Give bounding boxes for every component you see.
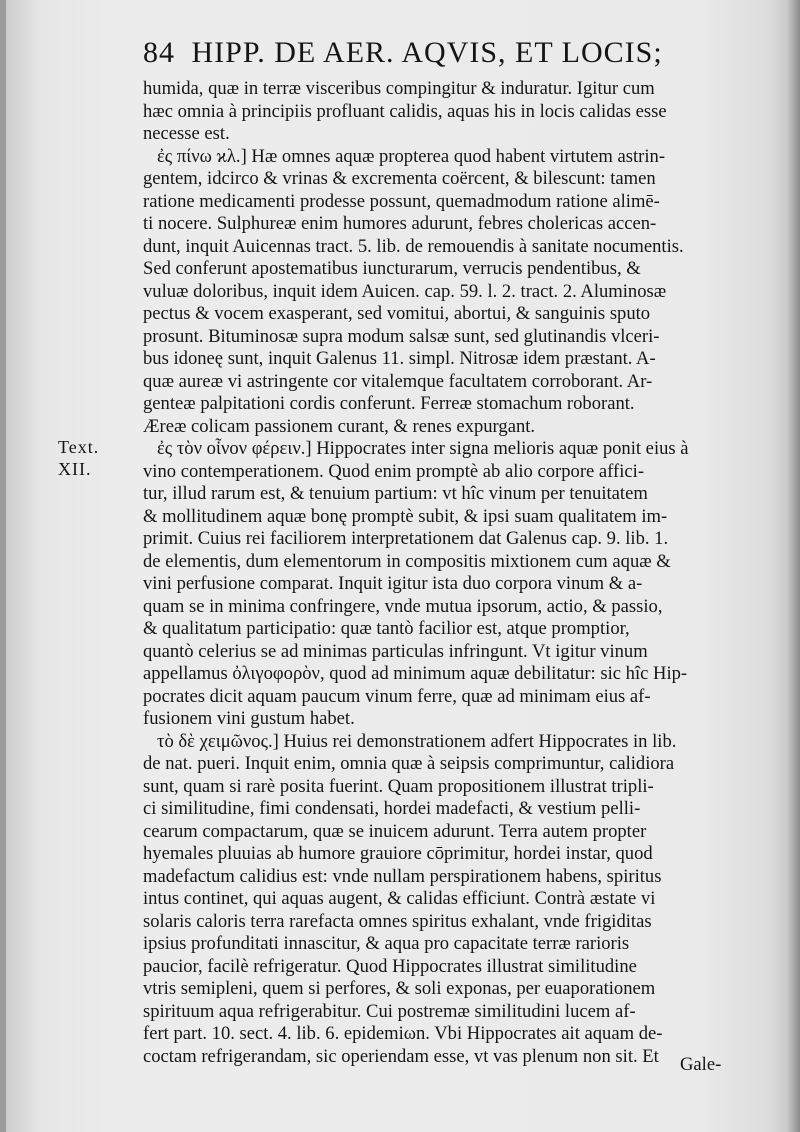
- text-line: hæc omnia à principiis profluant calidis, aquas his in locis calidas esse: [143, 100, 667, 122]
- text-line: vini perfusione comparat. Inquit igitur ista duo corpora vinum & a-: [143, 573, 643, 594]
- text-line: hyemales pluuias ab humore grauiore cōprimitur, hordei instar, quod: [143, 843, 653, 864]
- text-line: de elementis, dum elementorum in compositis mixtionem cum aquæ &: [143, 550, 671, 572]
- text-line: quæ aureæ vi astringente cor vitalemque facultatem corroborant. Ar-: [143, 370, 653, 392]
- text-line: gentem, idcirco & vrinas & excrementa coërcent, & bilescunt: tamen: [143, 168, 656, 189]
- margin-text-number: XII.: [58, 459, 92, 479]
- text-line: pocrates dicit aquam paucum vinum ferre, quæ ad minimam eius af-: [143, 685, 651, 707]
- text-line: de nat. pueri. Inquit enim, omnia quæ à seipsis comprimuntur, calidiora: [143, 753, 675, 774]
- text-line: vuluæ doloribus, inquit idem Auicen. cap. 59. l. 2. tract. 2. Aluminosæ: [143, 280, 667, 302]
- text-line: quantò celerius se ad minimas particulas infringunt. Vt igitur vinum: [143, 640, 648, 662]
- body-text: [143, 78, 765, 1068]
- text-line: sunt, quam si rarè posita fuerint. Quam propositionem illustrat tripli-: [143, 775, 654, 797]
- text-line: ἐς πίνω ϰλ.] Hæ omnes aquæ propterea quod habent virtutem astrin-: [157, 145, 666, 167]
- text-line: intus continet, qui aquas augent, & calidas efficiunt. Contrà æstate vi: [143, 888, 656, 909]
- text-line: primit. Cuius rei faciliorem interpretationem dat Galenus cap. 9. lib. 1.: [143, 528, 669, 549]
- text-line: appellamus ὀλιγοφορὸν, quod ad minimum aquæ debilitatur: sic hîc Hip-: [143, 663, 688, 684]
- text-line: τὸ δὲ χειμῶνος.] Huius rei demonstrationem adfert Hippocrates in lib.: [157, 730, 677, 752]
- text-line: & mollitudinem aquæ bonę promptè subit, & ipsi suam qualitatem im-: [143, 505, 668, 527]
- page-gutter-shadow: [0, 0, 6, 1132]
- catchword: Gale-: [680, 1054, 722, 1075]
- text-line: paucior, facilè refrigeratur. Quod Hippocrates illustrat similitudine: [143, 955, 637, 977]
- text-line: Sed conferunt apostematibus iuncturarum, verrucis pendentibus, &: [143, 258, 641, 279]
- text-line: dunt, inquit Auicennas tract. 5. lib. de remouendis à sanitate nocumentis.: [143, 235, 684, 257]
- text-line: bus idoneę sunt, inquit Galenus 11. simpl. Nitrosæ idem præstant. A-: [143, 348, 656, 369]
- text-line: ἐς τὸν οἶνον φέρειν.] Hippocrates inter signa melioris aquæ ponit eius à: [157, 438, 689, 459]
- text-line: solaris caloris terra rarefacta omnes spiritus exhalant, vnde frigiditas: [143, 910, 652, 932]
- text-line: ratione medicamenti prodesse possunt, quemadmodum ratione alimē-: [143, 190, 660, 212]
- page-header: [143, 36, 783, 70]
- text-line: madefactum calidius est: vnde nullam perspirationem habens, spiritus: [143, 865, 662, 887]
- text-line: Æreæ colicam passionem curant, & renes expurgant.: [143, 415, 536, 437]
- text-line: necesse est.: [143, 123, 230, 144]
- text-line: ti nocere. Sulphureæ enim humores adurunt, febres cholericas accen-: [143, 213, 657, 234]
- text-line: coctam refrigerandam, sic operiendam esse, vt vas plenum non sit. Et: [143, 1045, 659, 1067]
- text-line: prosunt. Bituminosæ supra modum salsæ sunt, sed glutinandis vlceri-: [143, 325, 660, 347]
- page-number: 84: [143, 36, 175, 69]
- text-line: tur, illud rarum est, & tenuium partium: vt hîc vinum per tenuitatem: [143, 483, 648, 504]
- text-line: vino contemperationem. Quod enim promptè ab alio corpore affici-: [143, 460, 645, 482]
- text-line: ipsius profunditati innascitur, & aqua pro capacitate terræ rarioris: [143, 933, 630, 954]
- text-line: fusionem vini gustum habet.: [143, 708, 355, 729]
- text-line: humida, quæ in terræ visceribus compingitur & induratur. Igitur cum: [143, 78, 655, 99]
- margin-text-label: Text.: [58, 437, 100, 457]
- text-line: quam se in minima confringere, vnde mutua ipsorum, actio, & passio,: [143, 595, 663, 617]
- text-line: pectus & vocem exasperant, sed vomitui, abortui, & sanguinis sputo: [143, 303, 651, 324]
- text-line: spirituum aqua refrigerabitur. Cui postremæ similitudini lucem af-: [143, 1000, 636, 1022]
- text-line: & qualitatum participatio: quæ tantò facilior est, atque promptior,: [143, 618, 630, 639]
- text-line: vtris semipleni, quem si perfores, & soli exponas, per euaporationem: [143, 978, 656, 999]
- text-line: fert part. 10. sect. 4. lib. 6. epidemiωn. Vbi Hippocrates ait aquam de-: [143, 1023, 663, 1044]
- text-line: ci similitudine, fimi condensati, hordei madefacti, & vestium pelli-: [143, 798, 641, 819]
- page-edge-shadow: [786, 0, 800, 1132]
- running-title: HIPP. DE AER. AQVIS, ET LOCIS;: [191, 36, 663, 69]
- text-line: cearum compactarum, quæ se inuicem adurunt. Terra autem propter: [143, 820, 647, 842]
- text-line: genteæ palpitationi cordis conferunt. Ferreæ stomachum roborant.: [143, 393, 635, 414]
